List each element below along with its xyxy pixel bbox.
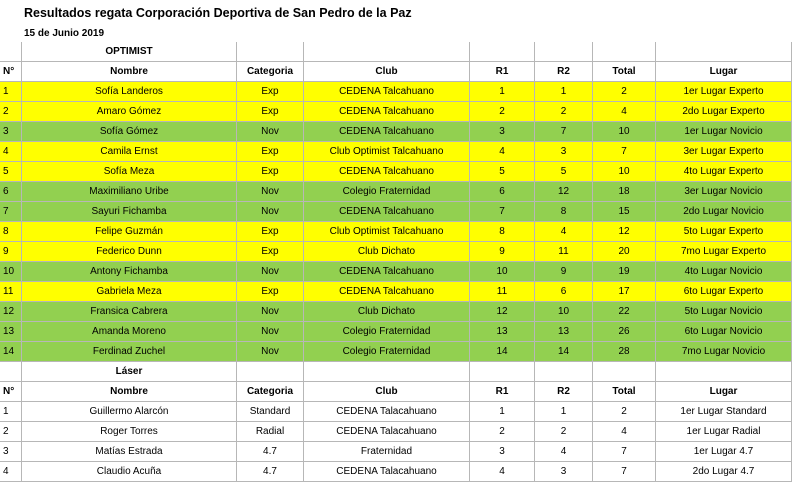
cell-name[interactable]: Camila Ernst <box>22 142 237 162</box>
cell-r1[interactable]: 1 <box>470 402 535 422</box>
cell-place[interactable]: 5to Lugar Novicio <box>656 302 792 322</box>
table-row <box>0 282 792 302</box>
cell-club[interactable]: Colegio Fraternidad <box>304 342 470 362</box>
header-num[interactable]: N° <box>0 382 22 402</box>
table-row <box>0 142 792 162</box>
cell-r2[interactable]: 13 <box>535 322 593 342</box>
cell-club[interactable]: Club Optimist Talcahuano <box>304 222 470 242</box>
cell-r1[interactable]: 3 <box>470 122 535 142</box>
header-club[interactable]: Club <box>304 382 470 402</box>
cell-r2[interactable]: 1 <box>535 402 593 422</box>
cell-r2[interactable]: 4 <box>535 442 593 462</box>
cell-r1[interactable] <box>470 42 535 62</box>
table-row <box>0 422 792 442</box>
cell-category[interactable]: Standard <box>237 402 304 422</box>
cell-r1[interactable]: 12 <box>470 302 535 322</box>
cell-total[interactable] <box>593 42 656 62</box>
cell-club[interactable]: CEDENA Talacahuano <box>304 462 470 482</box>
cell-club[interactable]: Club Optimist Talcahuano <box>304 142 470 162</box>
cell-place[interactable]: 3er Lugar Experto <box>656 142 792 162</box>
cell-total[interactable]: 7 <box>593 442 656 462</box>
cell-club[interactable]: CEDENA Talacahuano <box>304 422 470 442</box>
cell-r1[interactable]: 14 <box>470 342 535 362</box>
cell-number[interactable]: 3 <box>0 122 22 142</box>
table-row <box>0 202 792 222</box>
cell-place[interactable] <box>656 42 792 62</box>
table-row <box>0 402 792 422</box>
cell-total[interactable]: 7 <box>593 462 656 482</box>
laser-section-label[interactable]: Láser <box>22 362 237 382</box>
cell-number[interactable]: 5 <box>0 162 22 182</box>
cell-number[interactable]: 2 <box>0 422 22 442</box>
cell-number[interactable]: 6 <box>0 182 22 202</box>
cell-club[interactable]: CEDENA Talacahuano <box>304 402 470 422</box>
optimist-section-row <box>0 42 792 62</box>
header-total[interactable]: Total <box>593 382 656 402</box>
cell-category[interactable]: Nov <box>237 302 304 322</box>
cell-category[interactable]: Nov <box>237 262 304 282</box>
cell-r1[interactable]: 7 <box>470 202 535 222</box>
table-row <box>0 262 792 282</box>
cell-category[interactable]: 4.7 <box>237 462 304 482</box>
cell-r1[interactable]: 11 <box>470 282 535 302</box>
cell-number[interactable]: 14 <box>0 342 22 362</box>
table-row <box>0 122 792 142</box>
cell-category[interactable]: Nov <box>237 322 304 342</box>
cell-place[interactable]: 6to Lugar Experto <box>656 282 792 302</box>
cell-club[interactable] <box>304 362 470 382</box>
cell-number[interactable]: 11 <box>0 282 22 302</box>
cell-r1[interactable]: 2 <box>470 422 535 442</box>
cell-number[interactable] <box>0 42 22 62</box>
cell-r1[interactable]: 5 <box>470 162 535 182</box>
cell-category[interactable]: Exp <box>237 242 304 262</box>
cell-category[interactable]: Nov <box>237 182 304 202</box>
optimist-section-label[interactable]: OPTIMIST <box>22 42 237 62</box>
cell-number[interactable]: 1 <box>0 82 22 102</box>
cell-total[interactable]: 19 <box>593 262 656 282</box>
cell-name[interactable]: Sofía Gómez <box>22 122 237 142</box>
cell-total[interactable]: 4 <box>593 102 656 122</box>
optimist-header-row <box>0 62 792 82</box>
cell-total[interactable]: 10 <box>593 122 656 142</box>
cell-name[interactable]: Claudio Acuña <box>22 462 237 482</box>
cell-name[interactable]: Felipe Guzmán <box>22 222 237 242</box>
header-num[interactable]: N° <box>0 62 22 82</box>
cell-number[interactable]: 10 <box>0 262 22 282</box>
cell-number[interactable] <box>0 362 22 382</box>
cell-place[interactable]: 1er Lugar Standard <box>656 402 792 422</box>
cell-total[interactable]: 2 <box>593 402 656 422</box>
cell-r2[interactable]: 6 <box>535 282 593 302</box>
cell-category[interactable]: Exp <box>237 282 304 302</box>
cell-club[interactable]: CEDENA Talcahuano <box>304 162 470 182</box>
cell-place[interactable]: 4to Lugar Experto <box>656 162 792 182</box>
cell-place[interactable]: 3er Lugar Novicio <box>656 182 792 202</box>
cell-r2[interactable]: 2 <box>535 422 593 442</box>
cell-name[interactable]: Federico Dunn <box>22 242 237 262</box>
table-row <box>0 222 792 242</box>
cell-r2[interactable]: 12 <box>535 182 593 202</box>
cell-total[interactable] <box>593 362 656 382</box>
cell-place[interactable] <box>656 362 792 382</box>
table-row <box>0 182 792 202</box>
date-row <box>0 26 792 42</box>
cell-place[interactable]: 1er Lugar Novicio <box>656 122 792 142</box>
cell-club[interactable]: Club Dichato <box>304 302 470 322</box>
cell-name[interactable]: Sofía Landeros <box>22 82 237 102</box>
cell-name[interactable]: Ferdinad Zuchel <box>22 342 237 362</box>
cell-number[interactable]: 2 <box>0 102 22 122</box>
cell-category[interactable]: Nov <box>237 342 304 362</box>
cell-r2[interactable] <box>535 42 593 62</box>
cell-r2[interactable]: 4 <box>535 222 593 242</box>
cell-place[interactable]: 7mo Lugar Novicio <box>656 342 792 362</box>
cell-r2[interactable]: 7 <box>535 122 593 142</box>
cell-club[interactable]: CEDENA Talcahuano <box>304 102 470 122</box>
cell-r2[interactable]: 3 <box>535 462 593 482</box>
cell-total[interactable]: 2 <box>593 82 656 102</box>
cell-r1[interactable]: 6 <box>470 182 535 202</box>
title-row <box>0 0 792 26</box>
cell-r2[interactable]: 14 <box>535 342 593 362</box>
cell-category[interactable]: Nov <box>237 122 304 142</box>
cell-category[interactable]: Exp <box>237 82 304 102</box>
header-name[interactable]: Nombre <box>22 62 237 82</box>
cell-name[interactable]: Matías Estrada <box>22 442 237 462</box>
cell-category[interactable] <box>237 362 304 382</box>
cell-r2[interactable]: 9 <box>535 262 593 282</box>
cell-total[interactable]: 17 <box>593 282 656 302</box>
cell-r1[interactable]: 2 <box>470 102 535 122</box>
cell-r1[interactable]: 13 <box>470 322 535 342</box>
cell-place[interactable]: 7mo Lugar Experto <box>656 242 792 262</box>
table-row <box>0 302 792 322</box>
cell-r1[interactable]: 1 <box>470 82 535 102</box>
header-category[interactable]: Categoria <box>237 382 304 402</box>
cell-total[interactable]: 28 <box>593 342 656 362</box>
laser-section-row <box>0 362 792 382</box>
cell-total[interactable]: 4 <box>593 422 656 442</box>
laser-header-row <box>0 382 792 402</box>
cell-number[interactable]: 12 <box>0 302 22 322</box>
cell-r2[interactable]: 1 <box>535 82 593 102</box>
cell-name[interactable]: Guillermo Alarcón <box>22 402 237 422</box>
cell-r2[interactable]: 11 <box>535 242 593 262</box>
cell-category[interactable] <box>237 42 304 62</box>
cell-name[interactable]: Antony Fichamba <box>22 262 237 282</box>
table-row <box>0 82 792 102</box>
header-r2[interactable]: R2 <box>535 382 593 402</box>
cell-total[interactable]: 26 <box>593 322 656 342</box>
sheet-title[interactable]: Resultados regata Corporación Deportiva de San Pedro de la Paz <box>24 6 412 20</box>
cell-number[interactable]: 3 <box>0 442 22 462</box>
cell-name[interactable]: Amaro Gómez <box>22 102 237 122</box>
cell-total[interactable]: 20 <box>593 242 656 262</box>
cell-category[interactable]: Exp <box>237 102 304 122</box>
cell-club[interactable]: Colegio Fraternidad <box>304 322 470 342</box>
cell-r2[interactable]: 3 <box>535 142 593 162</box>
cell-place[interactable]: 4to Lugar Novicio <box>656 262 792 282</box>
cell-category[interactable]: Radial <box>237 422 304 442</box>
cell-place[interactable]: 1er Lugar Experto <box>656 82 792 102</box>
cell-club[interactable]: CEDENA Talcahuano <box>304 262 470 282</box>
cell-club[interactable]: CEDENA Talcahuano <box>304 282 470 302</box>
regatta-date[interactable]: 15 de Junio 2019 <box>24 28 105 39</box>
cell-r2[interactable]: 8 <box>535 202 593 222</box>
cell-total[interactable]: 18 <box>593 182 656 202</box>
cell-club[interactable]: CEDENA Talcahuano <box>304 202 470 222</box>
header-r1[interactable]: R1 <box>470 62 535 82</box>
cell-club[interactable]: Colegio Fraternidad <box>304 182 470 202</box>
cell-name[interactable]: Maximiliano Uribe <box>22 182 237 202</box>
table-row <box>0 242 792 262</box>
cell-number[interactable]: 13 <box>0 322 22 342</box>
cell-club[interactable]: CEDENA Talcahuano <box>304 122 470 142</box>
cell-category[interactable]: Nov <box>237 202 304 222</box>
cell-r1[interactable] <box>470 362 535 382</box>
cell-number[interactable]: 9 <box>0 242 22 262</box>
cell-r1[interactable]: 4 <box>470 142 535 162</box>
header-total[interactable]: Total <box>593 62 656 82</box>
header-r2[interactable]: R2 <box>535 62 593 82</box>
cell-place[interactable]: 2do Lugar Experto <box>656 102 792 122</box>
table-row <box>0 102 792 122</box>
cell-place[interactable]: 1er Lugar 4.7 <box>656 442 792 462</box>
table-row <box>0 462 792 482</box>
cell-category[interactable]: Exp <box>237 142 304 162</box>
cell-place[interactable]: 2do Lugar 4.7 <box>656 462 792 482</box>
cell-category[interactable]: 4.7 <box>237 442 304 462</box>
cell-r2[interactable]: 2 <box>535 102 593 122</box>
cell-name[interactable]: Amanda Moreno <box>22 322 237 342</box>
table-row <box>0 322 792 342</box>
cell-name[interactable]: Sofía Meza <box>22 162 237 182</box>
cell-r1[interactable]: 10 <box>470 262 535 282</box>
header-category[interactable]: Categoria <box>237 62 304 82</box>
table-row <box>0 162 792 182</box>
cell-category[interactable]: Exp <box>237 162 304 182</box>
cell-r1[interactable]: 3 <box>470 442 535 462</box>
table-row <box>0 442 792 462</box>
cell-total[interactable]: 22 <box>593 302 656 322</box>
cell-name[interactable]: Sayuri Fichamba <box>22 202 237 222</box>
header-place[interactable]: Lugar <box>656 382 792 402</box>
cell-place[interactable]: 1er Lugar Radial <box>656 422 792 442</box>
cell-r1[interactable]: 8 <box>470 222 535 242</box>
header-club[interactable]: Club <box>304 62 470 82</box>
cell-number[interactable]: 4 <box>0 462 22 482</box>
cell-club[interactable]: Fraternidad <box>304 442 470 462</box>
header-place[interactable]: Lugar <box>656 62 792 82</box>
table-row <box>0 342 792 362</box>
cell-r2[interactable]: 10 <box>535 302 593 322</box>
cell-r1[interactable]: 4 <box>470 462 535 482</box>
cell-club[interactable]: CEDENA Talcahuano <box>304 82 470 102</box>
cell-number[interactable]: 4 <box>0 142 22 162</box>
cell-name[interactable]: Roger Torres <box>22 422 237 442</box>
cell-number[interactable]: 7 <box>0 202 22 222</box>
cell-place[interactable]: 5to Lugar Experto <box>656 222 792 242</box>
cell-place[interactable]: 2do Lugar Novicio <box>656 202 792 222</box>
cell-name[interactable]: Fransica Cabrera <box>22 302 237 322</box>
cell-number[interactable]: 8 <box>0 222 22 242</box>
cell-r2[interactable] <box>535 362 593 382</box>
cell-name[interactable]: Gabriela Meza <box>22 282 237 302</box>
cell-r1[interactable]: 9 <box>470 242 535 262</box>
cell-total[interactable]: 15 <box>593 202 656 222</box>
cell-club[interactable] <box>304 42 470 62</box>
cell-total[interactable]: 10 <box>593 162 656 182</box>
header-r1[interactable]: R1 <box>470 382 535 402</box>
cell-total[interactable]: 7 <box>593 142 656 162</box>
cell-club[interactable]: Club Dichato <box>304 242 470 262</box>
cell-r2[interactable]: 5 <box>535 162 593 182</box>
header-name[interactable]: Nombre <box>22 382 237 402</box>
cell-total[interactable]: 12 <box>593 222 656 242</box>
cell-number[interactable]: 1 <box>0 402 22 422</box>
cell-place[interactable]: 6to Lugar Novicio <box>656 322 792 342</box>
cell-category[interactable]: Exp <box>237 222 304 242</box>
